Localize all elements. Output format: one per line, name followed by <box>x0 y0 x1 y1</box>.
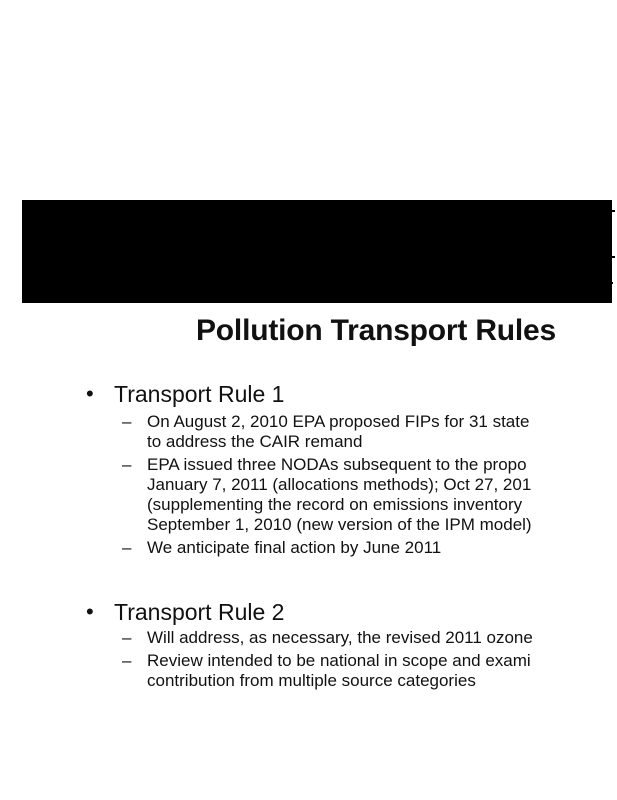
dash-icon: – <box>122 651 132 670</box>
bullet-icon: • <box>86 599 94 624</box>
sub-bullet-list <box>0 412 617 558</box>
dash-icon: – <box>122 455 132 474</box>
sub-bullet-line: (supplementing the record on emissions inventory <box>147 495 523 514</box>
bullet-icon: • <box>86 381 94 406</box>
sub-bullet-line: We anticipate final action by June 2011 <box>147 538 442 557</box>
sub-bullet-item <box>0 455 617 535</box>
sub-bullet-line: EPA issued three NODAs subsequent to the propo <box>147 455 527 474</box>
sub-bullet-item <box>0 412 617 452</box>
sub-bullet-line: January 7, 2011 (allocations methods); Oct 27, 201 <box>147 475 532 494</box>
section-transport-rule-1 <box>0 380 617 561</box>
redaction-block <box>22 200 612 303</box>
sub-bullet-line: September 1, 2010 (new version of the IPM model) <box>147 515 532 534</box>
sub-bullet-line: Review intended to be national in scope and exami <box>147 651 531 670</box>
scan-edge-marks <box>608 204 617 296</box>
bullet-transport-rule-1 <box>0 380 617 408</box>
sub-bullet-line: contribution from multiple source categories <box>147 671 476 690</box>
sub-bullet-item <box>0 538 617 558</box>
dash-icon: – <box>122 628 132 647</box>
sub-bullet-item <box>0 628 617 648</box>
bullet-heading: Transport Rule 1 <box>114 381 285 407</box>
dash-icon: – <box>122 538 132 557</box>
slide-title: Pollution Transport Rules <box>196 314 557 347</box>
sub-bullet-line: Will address, as necessary, the revised 2011 ozone <box>147 628 533 647</box>
sub-bullet-item <box>0 651 617 691</box>
bullet-heading: Transport Rule 2 <box>114 599 285 625</box>
section-transport-rule-2 <box>0 598 617 694</box>
sub-bullet-line: to address the CAIR remand <box>147 432 363 451</box>
sub-bullet-line: On August 2, 2010 EPA proposed FIPs for 31 state <box>147 412 530 431</box>
sub-bullet-list <box>0 628 617 691</box>
bullet-transport-rule-2 <box>0 598 617 626</box>
dash-icon: – <box>122 412 132 431</box>
